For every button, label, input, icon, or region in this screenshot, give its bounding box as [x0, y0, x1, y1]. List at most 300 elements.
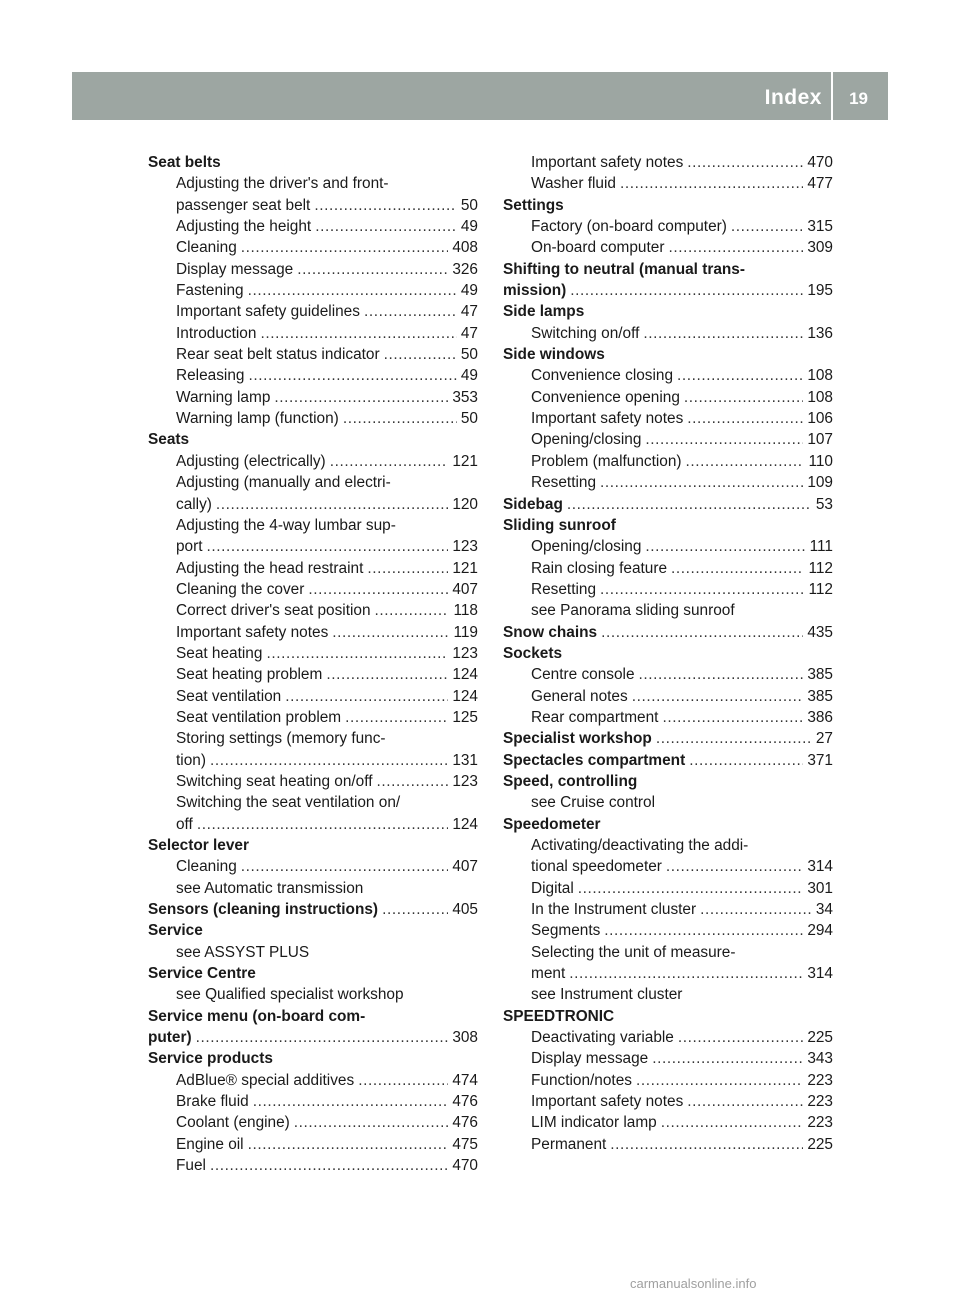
index-subentry	[148, 408, 478, 429]
entry-text: Important safety notes	[531, 154, 684, 171]
index-topic	[148, 152, 478, 173]
entry-text: Storing settings (memory func-	[176, 730, 386, 748]
leader-dots	[668, 237, 803, 258]
index-subentry	[148, 344, 478, 365]
entry-text: AdBlue® special additives	[176, 1071, 355, 1089]
entry-text: Opening/closing	[531, 538, 642, 556]
page-reference[interactable]: 49	[460, 218, 478, 236]
index-topic	[503, 301, 833, 322]
index-subentry	[148, 750, 478, 771]
leader-dots	[636, 1070, 803, 1091]
entry-text: Rear seat belt status indicator	[176, 346, 380, 364]
index-subentry	[148, 942, 478, 963]
leader-dots	[731, 216, 803, 237]
index-subentry	[503, 408, 833, 429]
header-bar	[72, 72, 888, 120]
page-reference[interactable]: 371	[807, 751, 833, 769]
leader-dots	[569, 963, 803, 984]
index-subentry	[503, 152, 833, 173]
index-subentry	[503, 365, 833, 386]
index-subentry	[503, 472, 833, 493]
index-topic	[503, 280, 833, 301]
leader-dots	[643, 323, 803, 344]
index-subentry	[148, 984, 478, 1005]
index-column-left	[148, 152, 478, 1177]
page-reference[interactable]: 353	[452, 388, 478, 406]
leader-dots	[687, 152, 803, 173]
leader-dots	[684, 387, 803, 408]
entry-text: Adjusting the head restraint	[176, 559, 364, 577]
entry-text: Specialist workshop	[503, 730, 652, 748]
page-reference[interactable]: 470	[807, 154, 833, 171]
page-reference[interactable]: 470	[452, 1157, 478, 1175]
page-reference[interactable]: 225	[807, 1135, 833, 1153]
page-reference[interactable]: 309	[807, 239, 833, 257]
page-reference[interactable]: 195	[807, 282, 833, 300]
leader-dots	[662, 707, 803, 728]
entry-text: Sidebag	[503, 495, 563, 513]
index-topic	[503, 515, 833, 536]
entry-text: Side windows	[503, 346, 605, 364]
index-subentry	[148, 259, 478, 280]
leader-dots	[600, 472, 803, 493]
page-reference[interactable]: 124	[452, 687, 478, 705]
page-reference[interactable]: 314	[807, 858, 833, 876]
page-reference[interactable]: 123	[452, 538, 478, 556]
index-topic	[503, 259, 833, 280]
index-subentry	[503, 1112, 833, 1133]
entry-text: Rear compartment	[531, 708, 659, 726]
leader-dots	[678, 1027, 803, 1048]
entry-text: Settings	[503, 196, 564, 214]
index-topic	[503, 814, 833, 835]
leader-dots	[241, 237, 449, 258]
leader-dots	[330, 451, 449, 472]
leader-dots	[652, 1048, 803, 1069]
page-reference[interactable]: 386	[807, 708, 833, 726]
entry-text: Fastening	[176, 282, 244, 300]
entry-text: Permanent	[531, 1135, 607, 1153]
leader-dots	[248, 1134, 449, 1155]
entry-text: Snow chains	[503, 623, 598, 641]
index-subentry	[148, 600, 478, 621]
index-subentry	[148, 622, 478, 643]
page-reference[interactable]: 475	[452, 1135, 478, 1153]
index-subentry	[148, 451, 478, 472]
index-topic	[503, 622, 833, 643]
entry-text: Factory (on-board computer)	[531, 218, 727, 236]
leader-dots	[196, 1027, 449, 1048]
leader-dots	[377, 771, 449, 792]
index-subentry	[503, 984, 833, 1005]
entry-text: SPEEDTRONIC	[503, 1007, 615, 1025]
page-reference[interactable]: 112	[808, 559, 833, 577]
page-reference[interactable]: 49	[460, 367, 478, 385]
index-subentry	[503, 1134, 833, 1155]
leader-dots	[645, 429, 803, 450]
entry-text: Speedometer	[503, 815, 601, 833]
index-subentry	[148, 301, 478, 322]
index-subentry	[503, 707, 833, 728]
page-reference[interactable]: 109	[807, 474, 833, 492]
page-reference[interactable]: 476	[452, 1093, 478, 1111]
index-topic	[148, 963, 478, 984]
entry-text: ment	[531, 965, 566, 983]
leader-dots	[197, 814, 448, 835]
page-reference[interactable]: 407	[452, 858, 478, 876]
index-subentry	[148, 1134, 478, 1155]
entry-text: Coolant (engine)	[176, 1114, 290, 1132]
page-reference[interactable]: 301	[807, 879, 833, 897]
leader-dots	[661, 1112, 804, 1133]
entry-text: Spectacles compartment	[503, 751, 686, 769]
index-topic	[503, 344, 833, 365]
leader-dots	[364, 301, 457, 322]
entry-text: Important safety notes	[176, 623, 329, 641]
index-subentry	[503, 878, 833, 899]
page-reference[interactable]: 121	[452, 559, 478, 577]
index-topic	[148, 1006, 478, 1027]
entry-text: tional speedometer	[531, 858, 662, 876]
entry-text: Warning lamp (function)	[176, 410, 339, 428]
page-reference[interactable]: 131	[452, 751, 478, 769]
leader-dots	[567, 494, 812, 515]
entry-text: Opening/closing	[531, 431, 642, 449]
leader-dots	[687, 408, 803, 429]
entry-text: Seat heating	[176, 644, 263, 662]
page-reference[interactable]: 50	[460, 346, 478, 364]
leader-dots	[253, 1091, 449, 1112]
index-subentry	[503, 686, 833, 707]
page-reference[interactable]: 50	[460, 410, 478, 428]
page-reference[interactable]: 119	[453, 623, 478, 641]
entry-text: see Instrument cluster	[531, 986, 683, 1004]
page-reference[interactable]: 125	[452, 708, 478, 726]
entry-text: Engine oil	[176, 1135, 244, 1153]
entry-text: Adjusting (electrically)	[176, 452, 326, 470]
page-reference[interactable]: 477	[807, 175, 833, 193]
entry-text: Activating/deactivating the addi-	[531, 837, 749, 854]
index-subentry	[148, 707, 478, 728]
leader-dots	[358, 1070, 448, 1091]
entry-text: mission)	[503, 282, 567, 300]
page-reference[interactable]: 120	[452, 495, 478, 513]
index-subentry	[148, 579, 478, 600]
leader-dots	[248, 365, 456, 386]
index-subentry	[503, 1027, 833, 1048]
index-subentry	[148, 1112, 478, 1133]
entry-text: Shifting to neutral (manual trans-	[503, 260, 745, 278]
entry-text: Resetting	[531, 474, 597, 492]
index-subentry	[503, 963, 833, 984]
page-reference[interactable]: 108	[807, 388, 833, 406]
entry-text: Seats	[148, 431, 190, 449]
index-subentry	[148, 216, 478, 237]
leader-dots	[274, 387, 448, 408]
entry-text: Adjusting (manually and electri-	[176, 474, 391, 492]
page-reference[interactable]: 474	[452, 1071, 478, 1089]
leader-dots	[666, 856, 803, 877]
page-title: Index	[764, 86, 822, 109]
entry-text: Convenience closing	[531, 367, 674, 385]
leader-dots	[375, 600, 450, 621]
leader-dots	[700, 899, 812, 920]
page-reference[interactable]: 118	[453, 602, 478, 620]
index-subentry	[148, 856, 478, 877]
index-topic	[503, 494, 833, 515]
index-topic	[503, 195, 833, 216]
index-topic	[503, 728, 833, 749]
leader-dots	[632, 686, 804, 707]
entry-text: see Cruise control	[531, 794, 656, 812]
page-reference[interactable]: 405	[452, 901, 478, 919]
page-reference[interactable]: 34	[815, 901, 833, 919]
index-subentry	[503, 835, 833, 856]
index-subentry	[503, 664, 833, 685]
leader-dots	[578, 878, 804, 899]
entry-text: Seat heating problem	[176, 666, 323, 684]
index-subentry	[148, 365, 478, 386]
index-topic	[503, 1006, 833, 1027]
page-reference[interactable]: 408	[452, 239, 478, 257]
entry-text: General notes	[531, 687, 628, 705]
entry-text: Display message	[531, 1050, 649, 1068]
leader-dots	[601, 622, 803, 643]
index-subentry	[148, 771, 478, 792]
index-topic	[148, 835, 478, 856]
index-subentry	[503, 1048, 833, 1069]
index-subentry	[503, 451, 833, 472]
entry-text: Correct driver's seat position	[176, 602, 371, 620]
leader-dots	[604, 920, 803, 941]
entry-text: Releasing	[176, 367, 245, 385]
index-topic	[148, 899, 478, 920]
index-subentry	[148, 686, 478, 707]
entry-text: off	[176, 815, 193, 833]
page-reference[interactable]: 407	[452, 580, 478, 598]
entry-text: Resetting	[531, 580, 597, 598]
index-subentry	[148, 173, 478, 194]
leader-dots	[687, 1091, 803, 1112]
entry-text: On-board computer	[531, 239, 665, 257]
index-subentry	[148, 515, 478, 536]
page-reference[interactable]: 47	[460, 324, 478, 342]
page-number: 19	[849, 89, 868, 108]
page-reference[interactable]: 27	[815, 730, 833, 748]
page-reference[interactable]: 385	[807, 687, 833, 705]
entry-text: Seat ventilation	[176, 687, 282, 705]
entry-text: Digital	[531, 879, 574, 897]
page-reference[interactable]: 53	[815, 495, 833, 513]
page-reference[interactable]: 50	[460, 196, 478, 214]
page-reference[interactable]: 223	[807, 1093, 833, 1111]
page-reference[interactable]: 315	[807, 218, 833, 236]
index-subentry	[503, 899, 833, 920]
page-reference[interactable]: 308	[452, 1029, 478, 1047]
entry-text: Convenience opening	[531, 388, 680, 406]
entry-text: In the Instrument cluster	[531, 901, 697, 919]
leader-dots	[345, 707, 448, 728]
entry-text: Washer fluid	[531, 175, 616, 193]
leader-dots	[285, 686, 448, 707]
index-topic	[503, 750, 833, 771]
index-subentry	[148, 558, 478, 579]
entry-text: Fuel	[176, 1157, 206, 1175]
index-subentry	[503, 216, 833, 237]
page-reference[interactable]: 223	[807, 1114, 833, 1132]
entry-text: Selector lever	[148, 837, 249, 854]
entry-text: Cleaning the cover	[176, 580, 305, 598]
entry-text: Display message	[176, 260, 294, 278]
entry-text: Function/notes	[531, 1071, 632, 1089]
leader-dots	[645, 536, 805, 557]
index-topic	[148, 429, 478, 450]
leader-dots	[689, 750, 803, 771]
entry-text: Side lamps	[503, 303, 585, 321]
entry-text: Switching the seat ventilation on/	[176, 794, 401, 812]
page-reference[interactable]: 385	[807, 666, 833, 684]
index-subentry	[503, 1091, 833, 1112]
index-subentry	[148, 536, 478, 557]
entry-text: Brake fluid	[176, 1093, 249, 1111]
leader-dots	[260, 323, 456, 344]
entry-text: Seat ventilation problem	[176, 708, 342, 726]
page-reference[interactable]: 123	[452, 772, 478, 790]
entry-text: Introduction	[176, 324, 257, 342]
index-subentry	[148, 472, 478, 493]
leader-dots	[210, 750, 448, 771]
index-subentry	[148, 792, 478, 813]
page-reference[interactable]: 314	[807, 965, 833, 983]
entry-text: Service Centre	[148, 965, 256, 983]
page-reference[interactable]: 136	[807, 324, 833, 342]
entry-text: port	[176, 538, 203, 556]
index-subentry	[148, 878, 478, 899]
index-subentry	[148, 323, 478, 344]
entry-text: Segments	[531, 922, 601, 940]
entry-text: Cleaning	[176, 858, 237, 876]
page-reference[interactable]: 47	[460, 303, 478, 321]
page-reference[interactable]: 110	[808, 452, 833, 470]
entry-text: Service products	[148, 1050, 273, 1068]
entry-text: see ASSYST PLUS	[176, 943, 310, 961]
leader-dots	[639, 664, 804, 685]
index-subentry	[503, 942, 833, 963]
entry-text: Switching on/off	[531, 324, 640, 342]
page-reference[interactable]: 111	[809, 538, 833, 556]
entry-text: Selecting the unit of measure-	[531, 943, 736, 961]
leader-dots	[216, 494, 448, 515]
page-reference[interactable]: 121	[452, 452, 478, 470]
leader-dots	[241, 856, 449, 877]
entry-text: Switching seat heating on/off	[176, 772, 373, 790]
leader-dots	[332, 622, 449, 643]
entry-text: Sockets	[503, 644, 563, 662]
leader-dots	[384, 344, 457, 365]
index-subentry	[148, 494, 478, 515]
page-reference[interactable]: 326	[452, 260, 478, 278]
entry-text: Adjusting the 4-way lumbar sup-	[176, 516, 396, 534]
watermark: carmanualsonline.info	[630, 1276, 757, 1291]
leader-dots	[314, 195, 457, 216]
leader-dots	[207, 536, 449, 557]
entry-text: Deactivating variable	[531, 1029, 674, 1047]
entry-text: Adjusting the driver's and front-	[176, 175, 389, 193]
leader-dots	[326, 664, 448, 685]
index-subentry	[148, 1070, 478, 1091]
entry-text: Service	[148, 922, 203, 940]
index-subentry	[148, 814, 478, 835]
page-reference[interactable]: 294	[807, 922, 833, 940]
index-subentry	[503, 579, 833, 600]
entry-text: Centre console	[531, 666, 635, 684]
leader-dots	[210, 1155, 448, 1176]
leader-dots	[686, 451, 805, 472]
page-reference[interactable]: 108	[807, 367, 833, 385]
entry-text: Service menu (on-board com-	[148, 1007, 366, 1025]
page-reference[interactable]: 343	[807, 1050, 833, 1068]
leader-dots	[656, 728, 812, 749]
page-reference[interactable]: 112	[808, 580, 833, 598]
index-subentry	[148, 280, 478, 301]
entry-text: Problem (malfunction)	[531, 452, 682, 470]
leader-dots	[248, 280, 457, 301]
index-topic	[148, 1048, 478, 1069]
entry-text: Adjusting the height	[176, 218, 312, 236]
entry-text: Seat belts	[148, 154, 221, 171]
header-divider	[831, 72, 833, 120]
index-subentry	[503, 1070, 833, 1091]
leader-dots	[308, 579, 448, 600]
leader-dots	[570, 280, 803, 301]
index-subentry	[148, 664, 478, 685]
page-reference[interactable]: 106	[807, 410, 833, 428]
page-reference[interactable]: 124	[452, 666, 478, 684]
index-subentry	[148, 387, 478, 408]
entry-text: tion)	[176, 751, 206, 769]
index-subentry	[503, 856, 833, 877]
entry-text: Warning lamp	[176, 388, 271, 406]
index-subentry	[503, 387, 833, 408]
page-reference[interactable]: 124	[452, 815, 478, 833]
index-subentry	[148, 728, 478, 749]
leader-dots	[600, 579, 804, 600]
page-reference[interactable]: 435	[807, 623, 833, 641]
entry-text: see Automatic transmission	[176, 879, 364, 897]
leader-dots	[620, 173, 803, 194]
index-topic	[503, 643, 833, 664]
page-reference[interactable]: 49	[460, 282, 478, 300]
entry-text: Cleaning	[176, 239, 237, 257]
index-subentry	[503, 173, 833, 194]
page-reference[interactable]: 225	[807, 1029, 833, 1047]
index-topic	[503, 771, 833, 792]
entry-text: passenger seat belt	[176, 196, 311, 214]
page-reference[interactable]: 107	[807, 431, 833, 449]
entry-text: see Qualified specialist workshop	[176, 986, 404, 1004]
page-reference[interactable]: 223	[807, 1071, 833, 1089]
index-subentry	[148, 643, 478, 664]
leader-dots	[315, 216, 457, 237]
leader-dots	[382, 899, 448, 920]
leader-dots	[343, 408, 457, 429]
index-subentry	[503, 920, 833, 941]
index-subentry	[148, 195, 478, 216]
page-reference[interactable]: 123	[452, 644, 478, 662]
leader-dots	[367, 558, 448, 579]
page-reference[interactable]: 476	[452, 1114, 478, 1132]
index-topic	[148, 1027, 478, 1048]
